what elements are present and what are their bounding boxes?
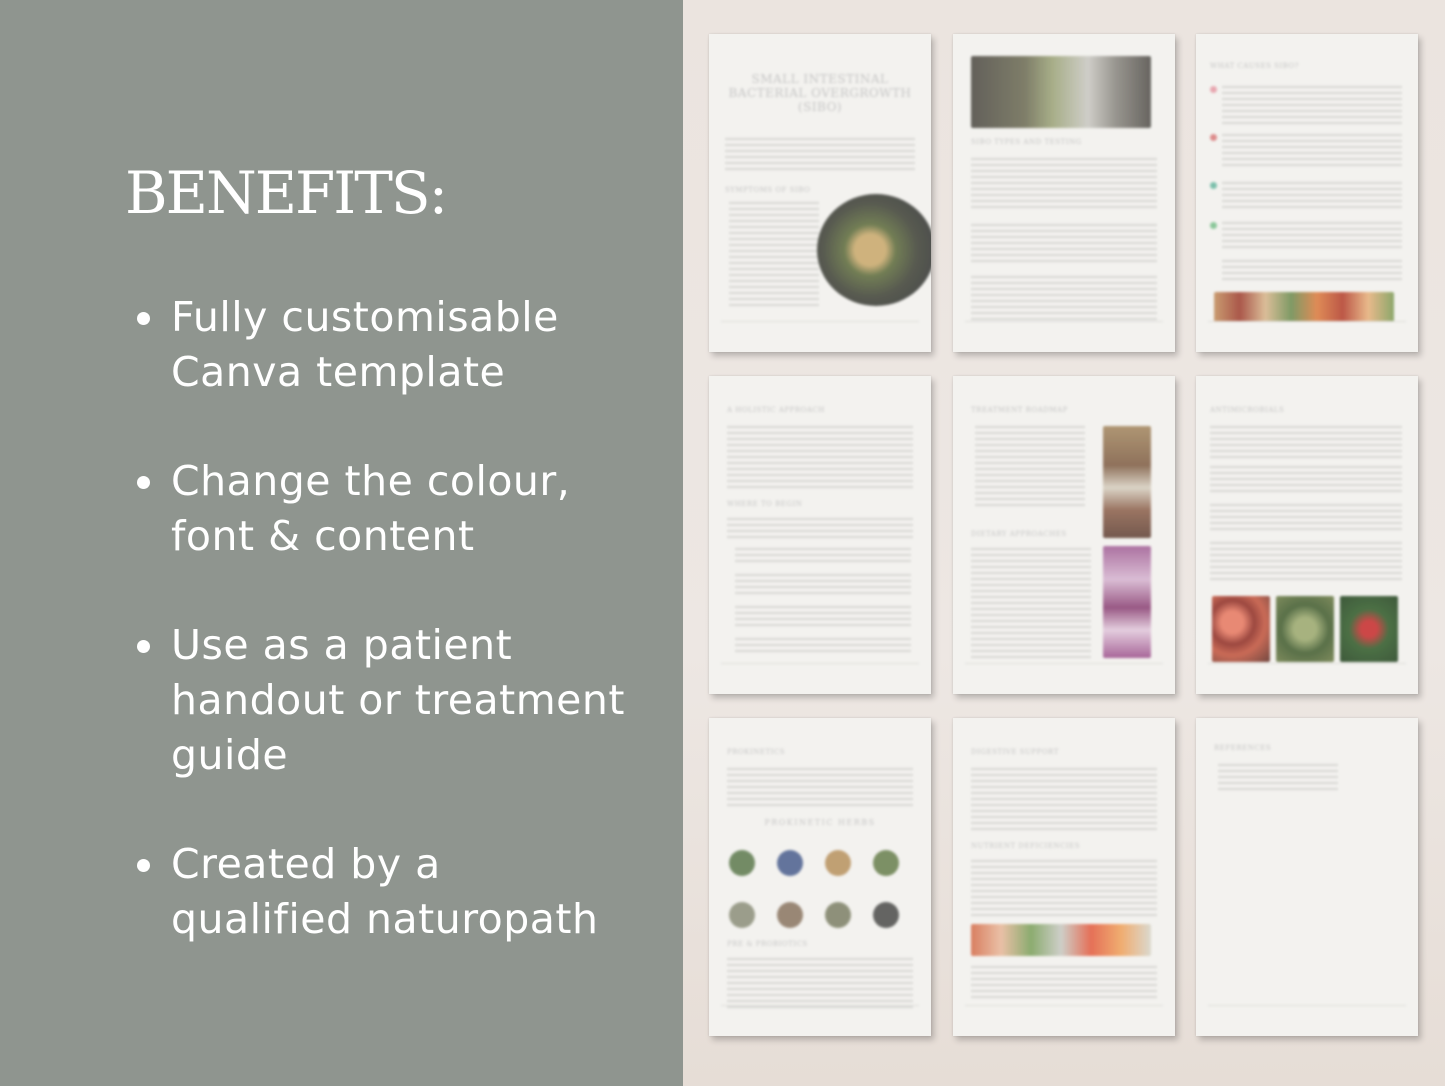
benefit-item-patient-handout [135, 618, 655, 783]
ginger-photo [1103, 426, 1151, 538]
benefits-title: BENEFITS: [125, 159, 447, 227]
preview-page-digestive [953, 718, 1175, 1036]
preview-page-antimicrobials [1196, 376, 1418, 694]
benefit-item-change-style [135, 454, 655, 564]
onion-photo [1103, 546, 1151, 658]
bullet-icon [137, 640, 150, 653]
section-title: NUTRIENT DEFICIENCIES [971, 842, 1081, 850]
citrus-photo [971, 924, 1151, 956]
preview-page-references [1196, 718, 1418, 1036]
page-title: A HOLISTIC APPROACH [727, 406, 825, 414]
benefits-list [135, 290, 655, 947]
page-title: SIBO TYPES AND TESTING [971, 138, 1082, 146]
preview-page-causes [1196, 34, 1418, 352]
benefit-line: handout or treatment [171, 676, 625, 724]
bullet-icon [137, 312, 150, 325]
preview-page-types-testing [953, 34, 1175, 352]
page-title: PROKINETICS [727, 748, 786, 756]
benefit-line: Created by a [171, 840, 441, 888]
benefit-line: Canva template [171, 348, 506, 396]
capsules-photo [817, 194, 931, 306]
preview-page-sibo-intro [709, 34, 931, 352]
benefit-line: Change the colour, [171, 457, 571, 505]
preview-page-roadmap [953, 376, 1175, 694]
page-title: TREATMENT ROADMAP [971, 406, 1068, 414]
section-title: SYMPTOMS OF SIBO [725, 186, 811, 194]
benefit-line: qualified naturopath [171, 895, 599, 943]
benefit-line: font & content [171, 512, 475, 560]
fruit-photo [1214, 292, 1394, 322]
page-title: REFERENCES [1214, 744, 1272, 752]
benefit-item-naturopath [135, 837, 655, 947]
preview-page-prokinetics [709, 718, 931, 1036]
page-title: DIGESTIVE SUPPORT [971, 748, 1059, 756]
section-title: WHERE TO BEGIN [727, 500, 803, 508]
benefit-line: guide [171, 731, 289, 779]
benefits-panel [0, 0, 683, 1086]
benefit-line: Use as a patient [171, 621, 513, 669]
bullet-icon [137, 859, 150, 872]
herb-photo-3 [1340, 596, 1398, 662]
section-title: DIETARY APPROACHES [971, 530, 1067, 538]
page-title: WHAT CAUSES SIBO? [1210, 62, 1299, 70]
microscope-photo [971, 56, 1151, 128]
bullet-icon [137, 476, 150, 489]
page-preview-grid [683, 0, 1445, 1086]
page-title: ANTIMICROBIALS [1210, 406, 1285, 414]
herb-photo-1 [1212, 596, 1270, 662]
preview-page-holistic [709, 376, 931, 694]
page-title: SMALL INTESTINAL BACTERIAL OVERGROWTH (SIBO) [728, 72, 912, 114]
section-title: PRE & PROBIOTICS [727, 940, 808, 948]
benefit-line: Fully customisable [171, 293, 559, 341]
section-title: PROKINETIC HERBS [764, 818, 876, 827]
benefit-item-customisable [135, 290, 655, 400]
herb-photo-2 [1276, 596, 1334, 662]
